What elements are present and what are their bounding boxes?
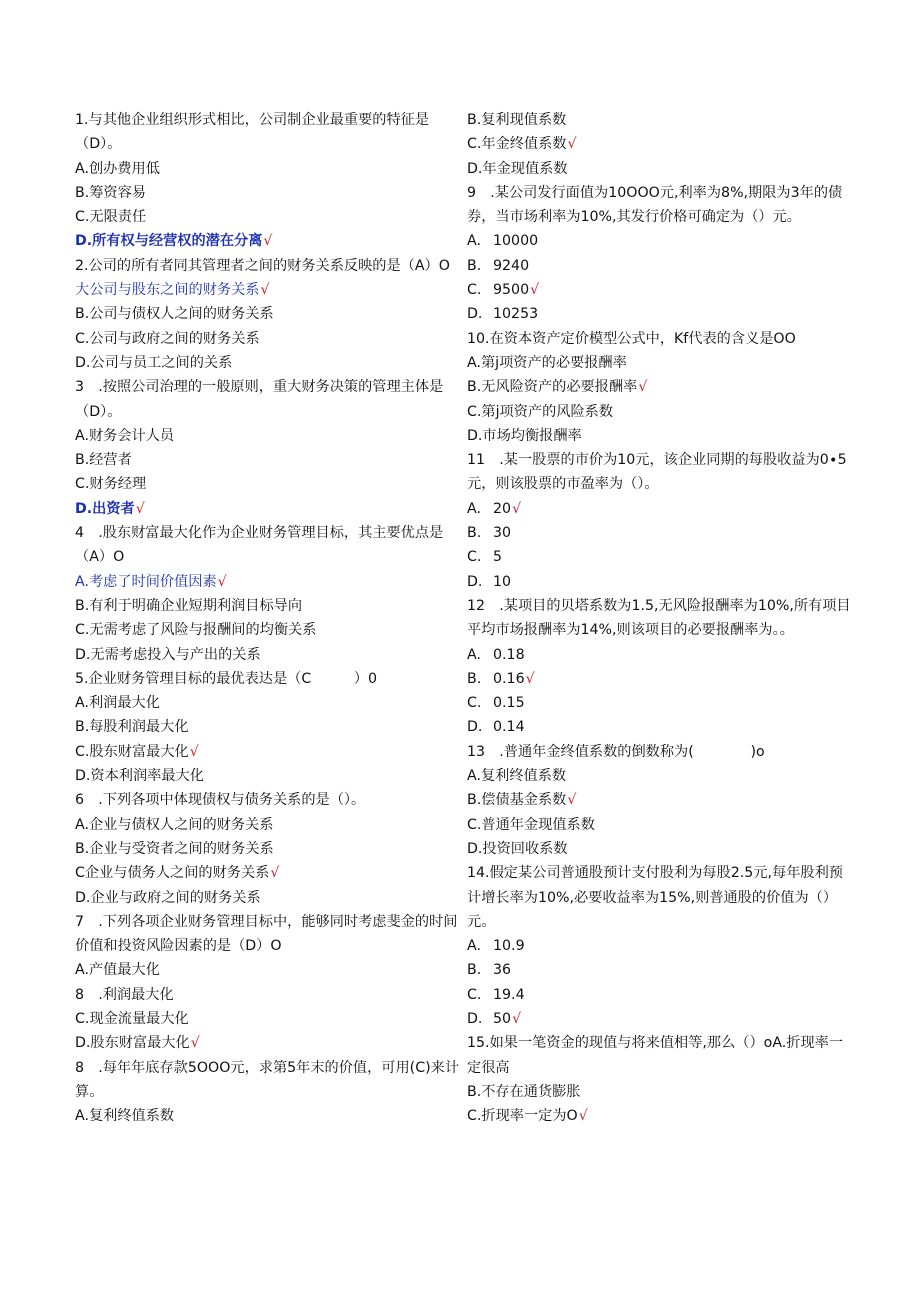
option-text: 8 .利润最大化 [75, 986, 174, 1003]
answer-option [467, 254, 857, 278]
option-value: 20 [493, 500, 512, 517]
right-column [467, 108, 857, 1128]
answer-option [467, 764, 857, 788]
option-letter: D. [467, 573, 483, 590]
answer-option-correct [467, 788, 857, 812]
option-letter: D. [467, 719, 483, 736]
answer-option [467, 157, 857, 181]
option-text: B.企业与受资者之间的财务关系 [75, 840, 274, 857]
question-text: 3 .按照公司治理的一般原则，重大财务决策的管理主体是（D）。 [75, 379, 444, 420]
question-text: 1.与其他企业组织形式相比，公司制企业最重要的特征是（D）。 [75, 112, 430, 153]
option-text: B.有利于明确企业短期利润目标导向 [75, 597, 303, 614]
answer-option [75, 594, 459, 618]
option-value: 10000 [493, 233, 539, 250]
option-text: C.普通年金现值系数 [467, 816, 595, 833]
answer-option [467, 229, 857, 253]
answer-option-correct [467, 497, 857, 521]
answer-option-correct [75, 570, 459, 594]
question-text: 4 .股东财富最大化作为企业财务管理目标，其主要优点是（A）O [75, 525, 444, 566]
option-value: 0.15 [493, 695, 525, 712]
answer-option [467, 837, 857, 861]
question-text: 10.在资本资产定价模型公式中，Kf代表的含义是OO [467, 330, 796, 347]
question-text: 9 .某公司发行面值为10OOO元,利率为8%,期限为3年的债券，当市场利率为10%,其发行价格可确定为（）元。 [467, 184, 843, 226]
answer-option [75, 205, 459, 229]
option-text: B.不存在通货膨胀 [467, 1083, 581, 1100]
answer-option-correct [467, 132, 857, 156]
answer-option [75, 1104, 459, 1128]
answer-option-correct [75, 229, 459, 253]
checkmark-icon: √ [512, 500, 522, 517]
answer-option [467, 715, 857, 739]
answer-option [467, 545, 857, 569]
question-text: 12 .某项目的贝塔系数为1.5,无风险报酬率为10%,所有项目平均市场报酬率为14%,则该项目的必要报酬率为。。 [467, 597, 851, 639]
option-value: 50 [493, 1010, 512, 1027]
answer-option [467, 570, 857, 594]
option-letter: B. [467, 962, 482, 979]
option-text: D.股东财富最大化 [75, 1035, 190, 1052]
option-value: 5 [493, 549, 503, 566]
answer-option [75, 1007, 459, 1031]
answer-option-correct [467, 278, 857, 302]
option-text: A.利润最大化 [75, 695, 160, 712]
option-value: 9240 [493, 257, 530, 274]
option-text: C.财务经理 [75, 476, 147, 493]
option-value: 0.16 [493, 670, 525, 687]
option-text: B.筹资容易 [75, 184, 146, 201]
answer-option [75, 302, 459, 326]
answer-option [75, 448, 459, 472]
option-letter: A. [467, 233, 481, 250]
option-value: 10 [493, 573, 512, 590]
option-text: A.企业与债权人之间的财务关系 [75, 816, 274, 833]
option-value: 36 [493, 962, 512, 979]
answer-option [467, 400, 857, 424]
option-text: A.复利终值系数 [467, 768, 567, 785]
option-text: D.出资者 [75, 500, 135, 517]
answer-option [467, 424, 857, 448]
option-letter: B. [467, 670, 482, 687]
option-letter: D. [467, 306, 483, 323]
question-text: 6 .下列各项中体现债权与债务关系的是（）。 [75, 792, 366, 809]
question-text: 13 .普通年金终值系数的倒数称为( )o [467, 743, 765, 760]
option-text: B.无风险资产的必要报酬率 [467, 379, 638, 396]
answer-option [75, 327, 459, 351]
answer-option [75, 157, 459, 181]
option-letter: A. [467, 500, 481, 517]
answer-option-correct [75, 740, 459, 764]
option-text: 大公司与股东之间的财务关系 [75, 282, 260, 299]
answer-option-correct [467, 1104, 857, 1128]
option-text: D.公司与员工之间的关系 [75, 354, 233, 371]
option-text: C.第j项资产的风险系数 [467, 403, 614, 420]
checkmark-icon: √ [260, 282, 270, 299]
answer-option [75, 643, 459, 667]
option-letter: B. [467, 525, 482, 542]
option-value: 0.14 [493, 719, 525, 736]
answer-option [75, 351, 459, 375]
checkmark-icon: √ [530, 282, 540, 299]
option-letter: C. [467, 986, 482, 1003]
answer-option [75, 886, 459, 910]
option-text: A.产值最大化 [75, 962, 160, 979]
question-text: 14.假定某公司普通股预计支付股利为每股2.5元,每年股利预计增长率为10%,必要收益率为15%,则普通股的价值为（）元。 [467, 865, 843, 930]
option-text: D.投资回收系数 [467, 840, 568, 857]
answer-option [75, 618, 459, 642]
answer-option [467, 934, 857, 958]
answer-option [467, 351, 857, 375]
option-text: C.年金终值系数 [467, 136, 567, 153]
option-text: B.偿债基金系数 [467, 792, 567, 809]
option-letter: B. [467, 257, 482, 274]
option-text: A.复利终值系数 [75, 1108, 175, 1125]
answer-option [467, 813, 857, 837]
question-text: 8 .每年年底存款5OOO元，求第5年末的价值，可用(C)来计算。 [75, 1059, 460, 1100]
option-value: 10.9 [493, 938, 525, 955]
option-letter: A. [467, 938, 481, 955]
answer-option [467, 108, 857, 132]
option-text: C.折现率一定为O [467, 1108, 578, 1125]
option-value: 9500 [493, 282, 530, 299]
question-text: 15.如果一笔资金的现值与将来值相等,那么（）oA.折现率一定很高 [467, 1035, 844, 1076]
option-text: C.股东财富最大化 [75, 743, 189, 760]
option-letter: D. [467, 1010, 483, 1027]
answer-option [75, 715, 459, 739]
option-text: D.所有权与经营权的潜在分离 [75, 233, 263, 250]
answer-option [467, 302, 857, 326]
option-text: C企业与债务人之间的财务关系 [75, 865, 270, 882]
option-text: B.每股利润最大化 [75, 719, 189, 736]
checkmark-icon: √ [512, 1010, 522, 1027]
answer-option-correct [467, 667, 857, 691]
answer-option-correct [75, 1031, 459, 1055]
checkmark-icon: √ [270, 865, 280, 882]
option-value: 30 [493, 525, 512, 542]
answer-option [467, 521, 857, 545]
option-text: D.资本利润率最大化 [75, 768, 204, 785]
option-text: A.考虑了时间价值因素 [75, 573, 217, 590]
question-text: 2.公司的所有者同其管理者之间的财务关系反映的是（A）O [75, 257, 450, 274]
answer-option-correct [467, 1007, 857, 1031]
answer-option-correct [75, 497, 459, 521]
option-text: C.现金流量最大化 [75, 1010, 189, 1027]
option-letter: C. [467, 695, 482, 712]
answer-option [75, 813, 459, 837]
answer-option [467, 958, 857, 982]
option-value: 0.18 [493, 646, 525, 663]
left-column [75, 108, 459, 1128]
option-text: D.无需考虑投入与产出的关系 [75, 646, 261, 663]
checkmark-icon: √ [525, 670, 535, 687]
checkmark-icon: √ [263, 233, 273, 250]
option-value: 10253 [493, 306, 539, 323]
option-text: D.年金现值系数 [467, 160, 568, 177]
answer-option-correct [467, 375, 857, 399]
answer-option [467, 691, 857, 715]
option-text: A.第j项资产的必要报酬率 [467, 354, 627, 371]
option-text: D.企业与政府之间的财务关系 [75, 889, 261, 906]
question-text: 7 .下列各项企业财务管理目标中，能够同时考虑斐金的时间价值和投资风险因素的是（D）O [75, 913, 458, 955]
answer-option-correct [75, 861, 459, 885]
checkmark-icon: √ [567, 136, 577, 153]
option-letter: C. [467, 282, 482, 299]
option-text: C.公司与政府之间的财务关系 [75, 330, 260, 347]
option-text: B.公司与债权人之间的财务关系 [75, 306, 274, 323]
answer-option [75, 424, 459, 448]
option-text: B.经营者 [75, 452, 132, 469]
option-text: C.无需考虑了风险与报酬间的均衡关系 [75, 622, 317, 639]
checkmark-icon: √ [135, 500, 145, 517]
checkmark-icon: √ [190, 1035, 200, 1052]
option-text: A.创办费用低 [75, 160, 160, 177]
answer-option [75, 837, 459, 861]
answer-option [75, 472, 459, 496]
option-letter: A. [467, 646, 481, 663]
option-text: C.无限责任 [75, 209, 147, 226]
answer-option [467, 1080, 857, 1104]
checkmark-icon: √ [578, 1108, 588, 1125]
answer-option [75, 983, 459, 1007]
answer-option [467, 983, 857, 1007]
checkmark-icon: √ [567, 792, 577, 809]
option-text: B.复利现值系数 [467, 112, 567, 128]
checkmark-icon: √ [189, 743, 199, 760]
option-text: A.财务会计人员 [75, 427, 175, 444]
answer-option [75, 691, 459, 715]
answer-option [75, 764, 459, 788]
question-text: 11 .某一股票的市价为10元，该企业同期的每股收益为0∙5元，则该股票的市盈率为（）。 [467, 452, 847, 493]
checkmark-icon: √ [638, 379, 648, 396]
option-letter: C. [467, 549, 482, 566]
answer-option-correct [75, 278, 459, 302]
answer-option [75, 958, 459, 982]
option-value: 19.4 [493, 986, 525, 1003]
option-text: D.市场均衡报酬率 [467, 427, 582, 444]
answer-option [467, 643, 857, 667]
answer-option [75, 181, 459, 205]
checkmark-icon: √ [217, 573, 227, 590]
question-text: 5.企业财务管理目标的最优表达是（C ）0 [75, 670, 378, 687]
